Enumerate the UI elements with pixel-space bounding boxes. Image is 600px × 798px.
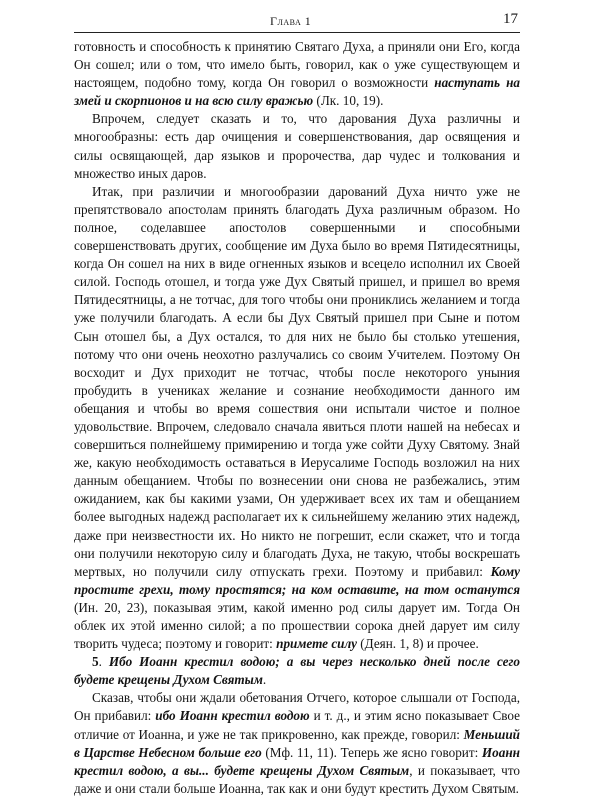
scripture-quote: Иоанн крестил водою, а вы... будете крещены Духом Святым <box>74 744 520 778</box>
scripture-quote: ибо Иоанн крестил водою <box>155 708 310 724</box>
page-number: 17 <box>503 11 518 27</box>
paragraph <box>74 38 520 110</box>
chapter-title: Глава 1 <box>270 14 312 28</box>
text-run: Итак, при различии и многообразии дарований Духа ничто уже не препятствовало апостолам принять благодать Духа различным образом. Но полное, соделавшее апостолов совершенными и способными совершенствовать других, сообщение им Духа было во время Пятидесятницы, когда Он сошел на них в виде огненных языков и всецело исполнил их Своей силой. Господь отошел, и тогда уже Дух Святый пришел, и пришел во время Пятидесятницы, а не тотчас, для того чтобы они прониклись желанием и тогда уже получили благодать. А если бы Дух Святый пришел при Сыне и потом Сын отошел бы, а Дух остался, то для них не было бы столько утешения, потому что они очень неохотно разлучались со своим Учителем. Поэтому Он восходит и Дух приходит не тотчас, чтобы после некоторого уныния пробудить в учениках желание и сознание необходимости данного им обещания и чтобы во время сошествия они испытали чистое и полное удовольствие. Впрочем, следовало сначала явиться плоти нашей на небесах и совершиться полнейшему примирению и тогда уже сойти Духу Святому. Знай же, какую необходимость оставаться в Иерусалиме Господь возложил на них данным обещанием. Чтобы по вознесении они снова не разбежались, этим ожиданием, как бы какими узами, Он удерживает всех их там и обещанием более выгодных надежд располагает их к сильнейшему желанию этих надежд, даже при неизвестности их. Но никто не погрешит, если скажет, что и тогда они получили некоторую силу и благодать Духа, не такую, чтобы воскрешать мертвых, но получили силу отпускать грехи. Поэтому и прибавил: <box>74 183 520 579</box>
scripture-quote: примете силу <box>276 636 357 652</box>
text-run: , и показывает, что даже и они стали больше Иоанна, так как и они будут крестить Духом Святым. <box>74 762 520 796</box>
scripture-quote: Ибо Иоанн крестил водою; а вы через несколько дней после сего будете крещены Духом Святым <box>74 654 520 688</box>
paragraph <box>74 183 520 653</box>
text-run: . <box>98 654 109 670</box>
paragraph <box>74 653 520 689</box>
text-run: Сказав, чтобы они ждали обетования Отчего, которое слышали от Господа, Он прибавил: <box>74 690 520 724</box>
text-run: (Мф. 11, 11). Теперь же ясно говорит: <box>261 744 482 760</box>
text-run: и т. д., и этим ясно показывает Свое отличие от Иоанна, и уже не так прикровенно, как прежде, говорил: <box>74 708 520 742</box>
running-header <box>74 10 520 33</box>
text-run: (Лк. 10, 19). <box>313 93 384 109</box>
scripture-quote: Кому простите грехи, тому простятся; на ком оставите, на том останутся <box>74 563 520 597</box>
text-run: . <box>262 672 267 688</box>
text-run: Впрочем, следует сказать и то, что дарования Духа различны и многообразны: есть дар очищения и совершенствования, дар освящения и силы освящающей, дар языков и пророчества, дар чудес и толкования и множество иных даров. <box>74 111 520 181</box>
body-text <box>74 38 520 798</box>
text-run: готовность и способность к принятию Святаго Духа, а приняли они Его, когда Он сошел; или о том, что имело быть, говорил, как о уже существующем и настоящем, подобно тому, когда Он говорил о возможности <box>74 39 520 91</box>
paragraph <box>74 689 520 798</box>
scripture-quote: Меньший в Царстве Небесном больше его <box>74 726 520 760</box>
paragraph <box>74 110 520 182</box>
scripture-quote: наступать на змей и скорпионов и на всю силу вражью <box>74 75 520 109</box>
text-run: (Деян. 1, 8) и прочее. <box>356 636 479 652</box>
text-run: (Ин. 20, 23), показывая этим, какой именно род силы дарует им. Тогда Он облек их этой именно силой; а по прошествии сорока дней дарует им силу творить чудеса; поэтому и говорит: <box>74 599 520 652</box>
verse-number: 5 <box>92 654 99 670</box>
